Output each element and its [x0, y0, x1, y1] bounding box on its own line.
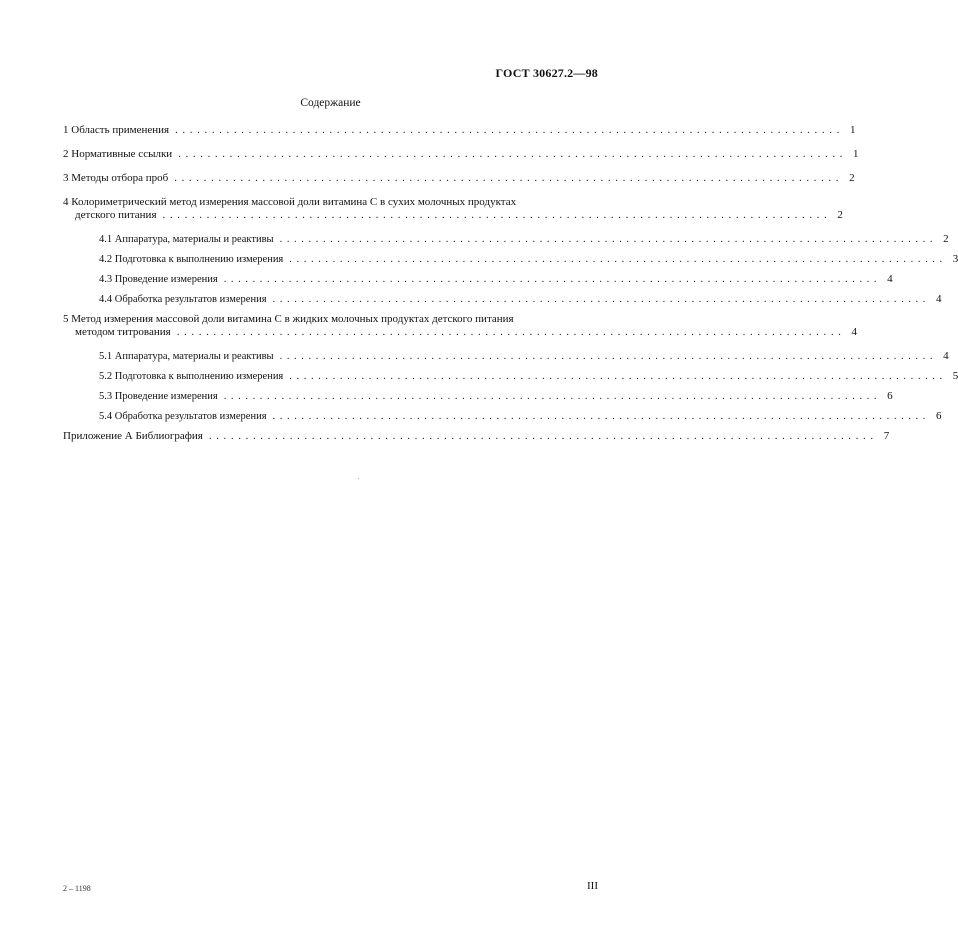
toc-entry-label: 4.3 Проведение измерения [99, 274, 218, 285]
toc-page-number: 6 [887, 390, 893, 402]
dot-leader: ........................................................................................... [174, 172, 844, 184]
toc-entry-label: 4.4 Обработка результатов измерения [99, 294, 267, 305]
page-number: III [587, 880, 598, 892]
toc-entry-5[interactable] [63, 313, 858, 339]
dot-leader: ........................................................................................... [272, 294, 931, 305]
toc-page-number: 2 [837, 209, 843, 221]
toc-page-number: 1 [853, 148, 859, 160]
dot-leader: ........................................................................................... [208, 430, 878, 442]
toc-entry-label: 1 Область применения [63, 124, 170, 136]
dot-leader: ........................................................................................... [279, 234, 938, 245]
print-speck [358, 478, 359, 479]
toc-entry-label: 2 Нормативные ссылки [63, 148, 173, 160]
toc-page-number: 5 [952, 370, 958, 382]
toc-entry-label: Приложение А Библиография [63, 430, 203, 442]
toc-entry-label: 4.1 Аппаратура, материалы и реактивы [99, 234, 274, 245]
toc-entry-5-1[interactable] [63, 350, 949, 363]
toc-entry-label: 5.1 Аппаратура, материалы и реактивы [99, 351, 274, 362]
toc-page-number: 4 [851, 326, 858, 338]
toc-title: Содержание [300, 97, 361, 109]
toc-page-number: 4 [943, 350, 949, 362]
toc-entry-4-3[interactable] [63, 273, 893, 286]
toc-page-number: 4 [887, 273, 893, 285]
dot-leader: ........................................................................................... [223, 391, 882, 402]
toc-page-number: 4 [936, 293, 942, 305]
toc-entry-label-line1: 4 Колориметрический метод измерения массовой доли витамина С в сухих молочных продуктах [63, 196, 517, 208]
toc-page-number: 7 [883, 430, 890, 442]
toc-entry-label: 3 Методы отбора проб [63, 172, 169, 184]
toc-entry-label: 5.4 Обработка результатов измерения [99, 411, 267, 422]
toc-entry-3[interactable] [63, 172, 855, 185]
dot-leader: ........................................................................................... [289, 371, 947, 382]
toc-page-number: 2 [943, 233, 949, 245]
toc-entry-2[interactable] [63, 148, 859, 161]
toc-entry-appendix-a[interactable] [63, 430, 890, 443]
toc-entry-5-2[interactable] [63, 370, 958, 383]
toc-page-number: 2 [849, 172, 855, 184]
dot-leader: ........................................................................................... [162, 209, 832, 221]
toc-entry-label: 5.3 Проведение измерения [99, 391, 218, 402]
toc-entry-4-2[interactable] [63, 253, 958, 266]
dot-leader: ........................................................................................... [178, 148, 848, 160]
toc-entry-5-3[interactable] [63, 390, 893, 403]
toc-entry-4[interactable] [63, 196, 843, 222]
toc-entry-label-line1: 5 Метод измерения массовой доли витамина С в жидких молочных продуктах детского питания [63, 313, 514, 325]
table-of-contents [63, 124, 958, 454]
toc-entry-label: 4.2 Подготовка к выполнению измерения [99, 254, 284, 265]
toc-entry-label-line2: детского питания [75, 209, 157, 221]
dot-leader: ........................................................................................... [223, 274, 882, 285]
toc-entry-4-4[interactable] [63, 293, 942, 306]
document-code: ГОСТ 30627.2—98 [495, 66, 598, 80]
dot-leader: ........................................................................................... [279, 351, 938, 362]
dot-leader: ........................................................................................... [176, 326, 846, 338]
dot-leader: ........................................................................................... [272, 411, 931, 422]
toc-page-number: 6 [936, 410, 942, 422]
toc-entry-1[interactable] [63, 124, 856, 137]
toc-entry-label: 5.2 Подготовка к выполнению измерения [99, 371, 284, 382]
print-code: 2 – 1198 [63, 884, 91, 893]
toc-page-number: 1 [849, 124, 856, 136]
toc-entry-label-line2: методом титрования [75, 326, 171, 338]
dot-leader: ........................................................................................... [289, 254, 947, 265]
toc-page-number: 3 [952, 253, 958, 265]
dot-leader: ........................................................................................... [175, 124, 844, 136]
toc-entry-5-4[interactable] [63, 410, 942, 423]
toc-entry-4-1[interactable] [63, 233, 949, 246]
